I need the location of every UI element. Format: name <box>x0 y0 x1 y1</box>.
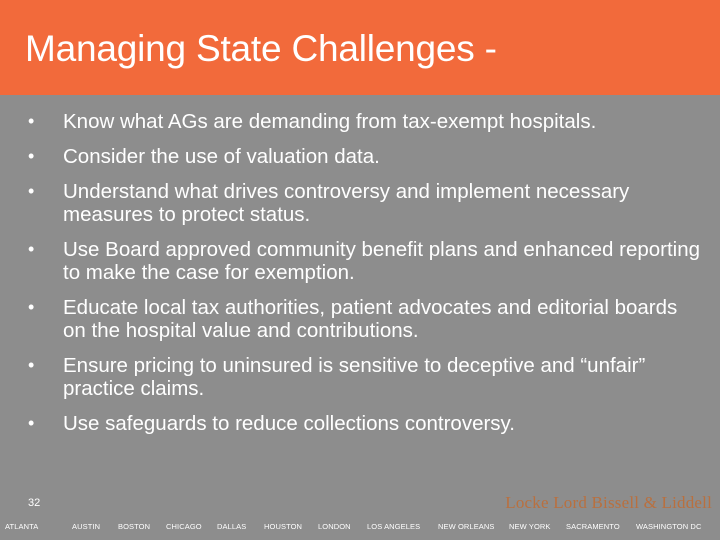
bullet-marker: • <box>28 413 35 433</box>
city-label: WASHINGTON DC <box>636 522 702 531</box>
city-label: ATLANTA <box>5 522 39 531</box>
bullet-item <box>25 110 705 133</box>
bullet-item <box>25 296 705 342</box>
office-cities <box>0 522 720 534</box>
city-label: NEW YORK <box>509 522 551 531</box>
city-label: SACRAMENTO <box>566 522 620 531</box>
bullet-text: Understand what drives controversy and implement necessary measures to protect status. <box>63 180 630 226</box>
bullet-text: Ensure pricing to uninsured is sensitive to deceptive and “unfair” practice claims. <box>63 354 646 400</box>
city-label: HOUSTON <box>264 522 303 531</box>
bullet-item <box>25 145 705 168</box>
city-label: LOS ANGELES <box>367 522 421 531</box>
bullet-item <box>25 238 705 284</box>
bullet-marker: • <box>28 111 35 131</box>
bullet-text: Consider the use of valuation data. <box>63 145 380 168</box>
bullet-marker: • <box>28 239 35 259</box>
slide-title: Managing State Challenges - <box>25 28 497 69</box>
city-label: BOSTON <box>118 522 151 531</box>
bullet-text: Educate local tax authorities, patient advocates and editorial boards on the hospital value and contributions. <box>63 296 678 342</box>
bullet-item <box>25 180 705 226</box>
city-label: NEW ORLEANS <box>438 522 495 531</box>
city-label: AUSTIN <box>72 522 101 531</box>
city-label: CHICAGO <box>166 522 202 531</box>
bullet-marker: • <box>28 297 35 317</box>
firm-logo: Locke Lord Bissell & Liddell <box>505 493 712 512</box>
bullet-item <box>25 354 705 400</box>
bullet-item <box>25 412 705 435</box>
bullet-text: Use Board approved community benefit plans and enhanced reporting to make the case for exemption. <box>63 238 701 284</box>
bullet-marker: • <box>28 146 35 166</box>
title-bar <box>0 0 720 95</box>
bullet-text: Know what AGs are demanding from tax-exempt hospitals. <box>63 110 597 133</box>
page-number: 32 <box>28 497 41 509</box>
bullet-text: Use safeguards to reduce collections controversy. <box>63 412 515 435</box>
bullet-marker: • <box>28 355 35 375</box>
city-label: LONDON <box>318 522 351 531</box>
bullet-list <box>25 110 705 447</box>
bullet-marker: • <box>28 181 35 201</box>
city-label: DALLAS <box>217 522 247 531</box>
